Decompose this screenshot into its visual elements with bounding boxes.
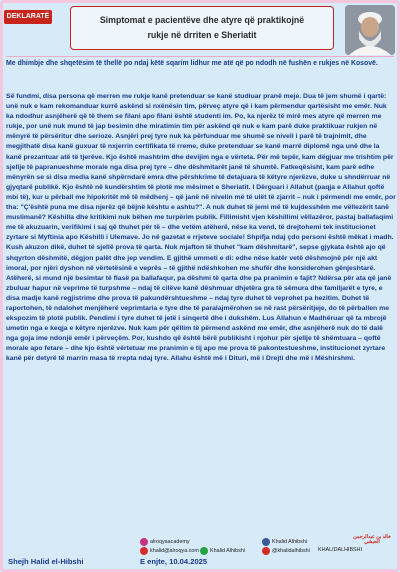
body-paragraph: Së fundmi, disa persona që merren me rukje kanë pretenduar se kanë studiuar pranë meje. Dua të jem shumë i qartë: unë nuk e kam rekomanduar kurrë askënd si nxënësin tim, përveç atyre që i kam përmendur qartësisht me emër. Nuk ka ndodhur asnjëherë që të them se filani apo filani është studenti im. Po, ka njerëz të mirë mes atyre që merren me rukje, por unë nuk mund të jap besimin dhe miratimin tim për askënd që nuk e kam parë duke praktikuar rukjen në mënyrë të përsëritur dhe serioze. Asnjëri prej tyre nuk ka përfunduar me shumë se niveli i parë të trajnimit, dhe megjithatë disa kanë guxuar të nxjerrin certifikata të rreme, duke pretenduar se kanë marrë diplomë nga unë dhe la kanë prezantuar atë të tjerëve. Kjo është mashtrim dhe devijim nga e vërteta. Për më tepër, kam dëgjuar me trishtim për sjellje të papranueshme morale nga disa prej tyre – dhe dëshmitarët janë të shumtë. Fatkeqësisht, kam parë edhe mënyrën se si disa media kanë shpërndarë emra dhe përshkrime të detajuara të këtyre njerëzve, duke u shndërruar në gjyqtarë publikë. Kjo është në kundërshtim të plotë me mësimet e Sheriatit. I Dërguari i Allahut (paqja e Allahut qoftë mbi të), kur u përball me hipokritët më të mëdhenj – që janë në nivelin më të ulët të zjarrit – nuk i përmendi me emër, por tha: "Ç'është puna me disa njerëz që bëjnë kështu e ashtu?". A nuk duhet të jemi më të kujdesshëm me vëllezërit tanë muslimanë? Këshilla dhe kritikimi nuk bëhen me turpërim publik. Fillimisht vjen këshillimi vëllazëror, pastaj ballafaqimi me të akuzuarin, verifikimi i saj që thuhet për të – dhe vetëm atëherë, nëse ka vend, të drejtohemi tek institucionet zyrtare si Myftinia apo Këshilli i Ulemave. Jo në gazetat e rrjeteve sociale! Shpifja ndaj çdo personi është mëkat i madh. Kush akuzon dikë, duhet të sjellë prova të qarta. Nuk mjafton të thuhet "kam dëshmitarë", sepse gjykata është ajo që shqyrton dëshmitë, dëgjon palët dhe jep vendim. E gjithë ummeti e di: edhe nëse katër vetë dëshmojnë për një akt imoral, por njëri dyshon në vërtetësinë e veprës – të gjithë ndëshkohen me shufër dhe konsiderohen gënjeshtarë. Atëherë, si mund një besimtar të flasë pa ballafaqur, pa dëshmi të qarta dhe pa pranimin e fajit? Ndërsa për ata që janë zbuluar hapur në veprime të turpshme – ndaj të cilëve kanë dëshmuar dhjetëra gra të sëmura dhe familjarët e tyre, e disa madje kanë regjistrime dhe prova të pakundërshtueshme – ndaj tyre duhet të veprohet pa hezitim. Duhet të raportohen, të ndalohet menjëherë veprimtaria e tyre dhe të paralajmërohen se në rast përsëritjeje, do të përballen me ekspozim të plotë publik. Pendimi i tyre duhet të jetë i sinqertë dhe i dukshëm. Lus Allahun e Madhëruar që ta mbrojë umetin nga e keqja e këtyre njerëzve. Nuk kam për qëllim të përmend askënd me emër, dhe asnjëherë nuk do të dalë nga goja ime ndonjë emër i përveçëm. Por, kushdo që është bërë publikisht i njohur për sjellje të shëmtuara – qoftë morale apo fetare – dhe kjo është vërtetuar me pranimin e tij apo me prova të pakontestueshme, institucionet zyrtare kanë për detyrë të marrin masa të rrepta ndaj tyre. Allahu është më i Dituri, më i Drejti dhe më i Mëshirshmi. — [6, 93, 396, 363]
social-brand[interactable] — [318, 547, 362, 553]
title-line-1: Simptomat e pacientëve dhe atyre që praktikojnë — [99, 15, 305, 25]
intro-paragraph: Me dhimbje dhe shqetësim të thellë po ndaj këtë sqarim lidhur me atë që po ndodh në fushën e rukjes në Kosovë. — [6, 60, 378, 67]
declaration-tag: DEKLARATË — [4, 10, 52, 24]
social-instagram[interactable] — [140, 538, 190, 546]
social-label: KHALIDALHIBSHI — [318, 547, 363, 553]
social-facebook[interactable] — [262, 538, 307, 546]
arabic-brand: خالد بن عبدالرحمن الحبشي — [353, 535, 391, 545]
portrait-icon — [345, 5, 395, 55]
whatsapp-icon — [200, 547, 208, 555]
footer — [0, 520, 400, 572]
social-whatsapp[interactable] — [200, 547, 245, 555]
social-label: alroqyaacademy — [150, 539, 190, 545]
document-title — [100, 13, 304, 43]
header-divider — [6, 56, 394, 57]
youtube-icon — [262, 547, 270, 555]
social-label: Khalid Alhibshi — [272, 539, 308, 545]
signature: Shejh Halid el-Hibshi — [8, 557, 84, 566]
email-icon — [140, 547, 148, 555]
date: E enjte, 10.04.2025 — [140, 557, 208, 566]
social-label: @khalidalhibshi — [272, 548, 310, 554]
header — [0, 0, 400, 56]
title-box — [70, 6, 334, 50]
instagram-icon — [140, 538, 148, 546]
social-email[interactable] — [140, 547, 199, 555]
social-youtube[interactable] — [262, 547, 310, 555]
social-label: khalid@alroqya.com — [150, 548, 199, 554]
facebook-icon — [262, 538, 270, 546]
social-label: Khalid Alhibshi — [210, 548, 246, 554]
title-line-2: rukje në drriten e Sheriatit — [147, 30, 257, 40]
author-portrait — [345, 5, 395, 55]
